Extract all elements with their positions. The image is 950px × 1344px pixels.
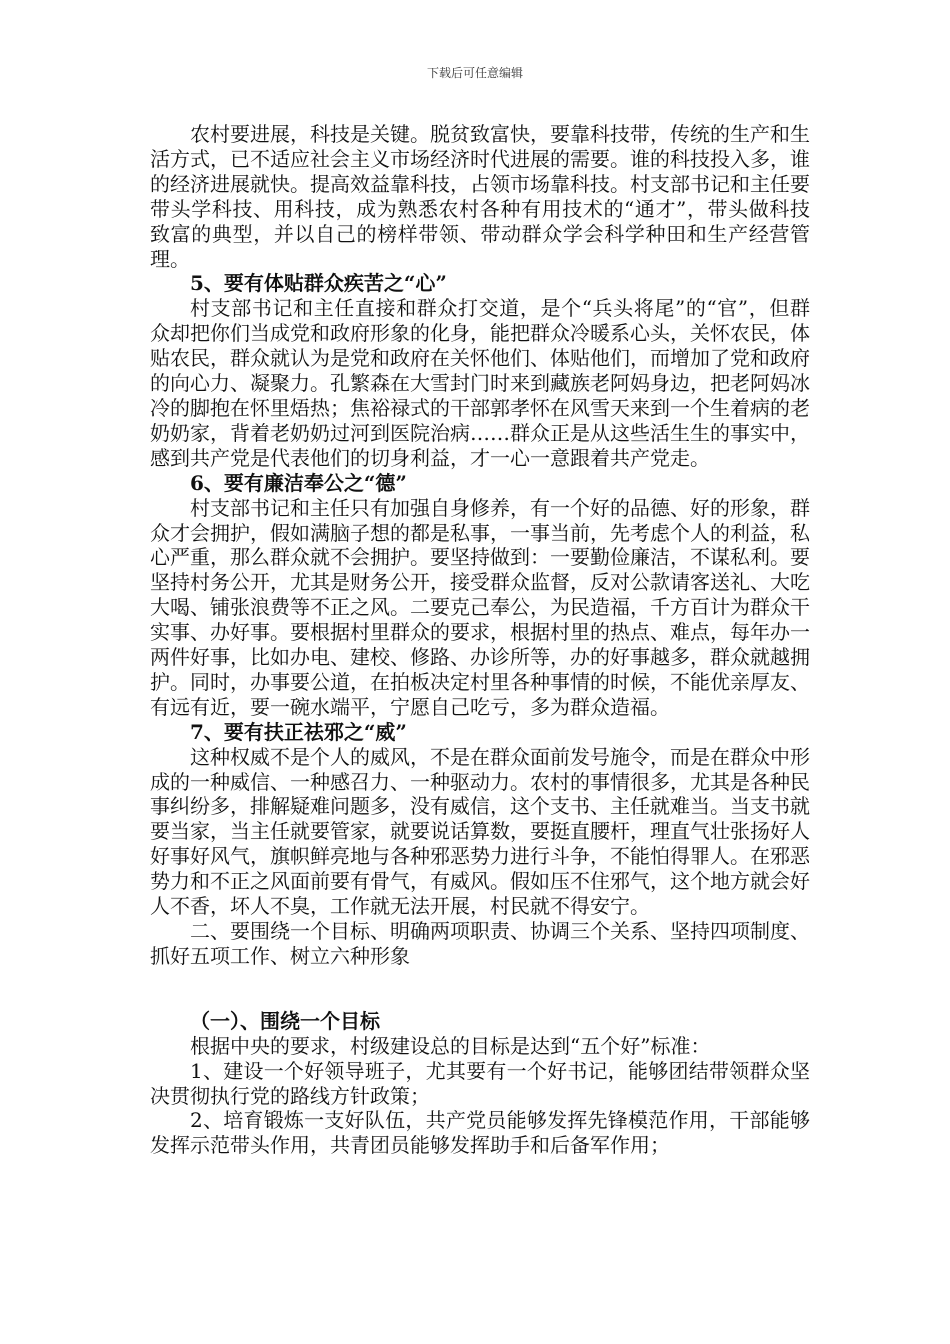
heading-authority: 7、要有扶正祛邪之“威”	[190, 719, 407, 744]
page-header-note: 下载后可任意编辑	[426, 66, 523, 80]
document-body	[150, 122, 810, 1158]
heading-one-goal: （一）、围绕一个目标	[190, 1008, 380, 1033]
paragraph-heart: 村支部书记和主任直接和群众打交道，是个“兵头将尾”的“官”，但群众却把你们当成党和政府形象的化身，能把群众冷暖系心头，关怀农民，体贴农民，群众就认为是党和政府在关怀他们、体贴他们，而增加了党和政府的向心力、凝聚力。孔繁森在大雪封门时来到藏族老阿妈身边，把老阿妈冰冷的脚抱在怀里焐热；焦裕禄式的干部郭孝怀在风雪天来到一个生着病的老奶奶家，背着老奶奶过河到医院治病……群众正是从这些活生生的事实中，感到共产党是代表他们的切身利益，才一心一意跟着共产党走。	[150, 296, 810, 470]
paragraph-authority: 这种权威不是个人的威风，不是在群众面前发号施令，而是在群众中形成的一种威信、一种感召力、一种驱动力。农村的事情很多，尤其是各种民事纠纷多，排解疑难问题多，没有威信，这个支书、主任就难当。当支书就要当家，当主任就要管家，就要说话算数，要挺直腰杆，理直气壮张扬好人好事好风气，旗帜鲜亮地与各种邪恶势力进行斗争，不能怕得罪人。在邪恶势力和不正之风面前要有骨气，有威风。假如压不住邪气，这个地方就会好人不香，坏人不臭，工作就无法开展，村民就不得安宁。	[150, 744, 810, 919]
heading-virtue: 6、要有廉洁奉公之“德”	[190, 470, 407, 495]
paragraph-section-two: 二、要围绕一个目标、明确两项职责、协调三个关系、坚持四项制度、抓好五项工作、树立六种形象	[150, 919, 810, 968]
paragraph-goal-1: 1、建设一个好领导班子，尤其要有一个好书记，能够团结带领群众坚决贯彻执行党的路线方针政策；	[150, 1058, 810, 1108]
paragraph-goal-intro: 根据中央的要求，村级建设总的目标是达到“五个好”标准：	[190, 1033, 711, 1058]
paragraph-virtue: 村支部书记和主任只有加强自身修养，有一个好的品德、好的形象，群众才会拥护，假如满脑子想的都是私事，一事当前，先考虑个人的利益，私心严重，那么群众就不会拥护。要坚持做到：一要勤俭廉洁，不谋私利。要坚持村务公开，尤其是财务公开，接受群众监督，反对公款请客送礼、大吃大喝、铺张浪费等不正之风。二要克己奉公，为民造福，千方百计为群众干实事、办好事。要根据村里群众的要求，根据村里的热点、难点，每年办一两件好事，比如办电、建校、修路、办诊所等，办的好事越多，群众就越拥护。同时，办事要公道，在拍板决定村里各种事情的时候，不能优亲厚友、有远有近，要一碗水端平，宁愿自己吃亏，多为群众造福。	[150, 495, 810, 719]
spacer	[150, 969, 810, 1009]
paragraph-goal-2: 2、培育锻炼一支好队伍，共产党员能够发挥先锋模范作用，干部能够发挥示范带头作用，共青团员能够发挥助手和后备军作用；	[150, 1108, 810, 1158]
heading-heart: 5、要有体贴群众疾苦之“心”	[190, 271, 447, 296]
paragraph-science: 农村要进展，科技是关键。脱贫致富快，要靠科技带，传统的生产和生活方式，已不适应社会主义市场经济时代进展的需要。谁的科技投入多，谁的经济进展就快。提高效益靠科技，占领市场靠科技。村支部书记和主任要带头学科技、用科技，成为熟悉农村各种有用技术的“通才”，带头做科技致富的典型，并以自己的榜样带领、带动群众学会科学种田和生产经营管理。	[150, 122, 810, 271]
